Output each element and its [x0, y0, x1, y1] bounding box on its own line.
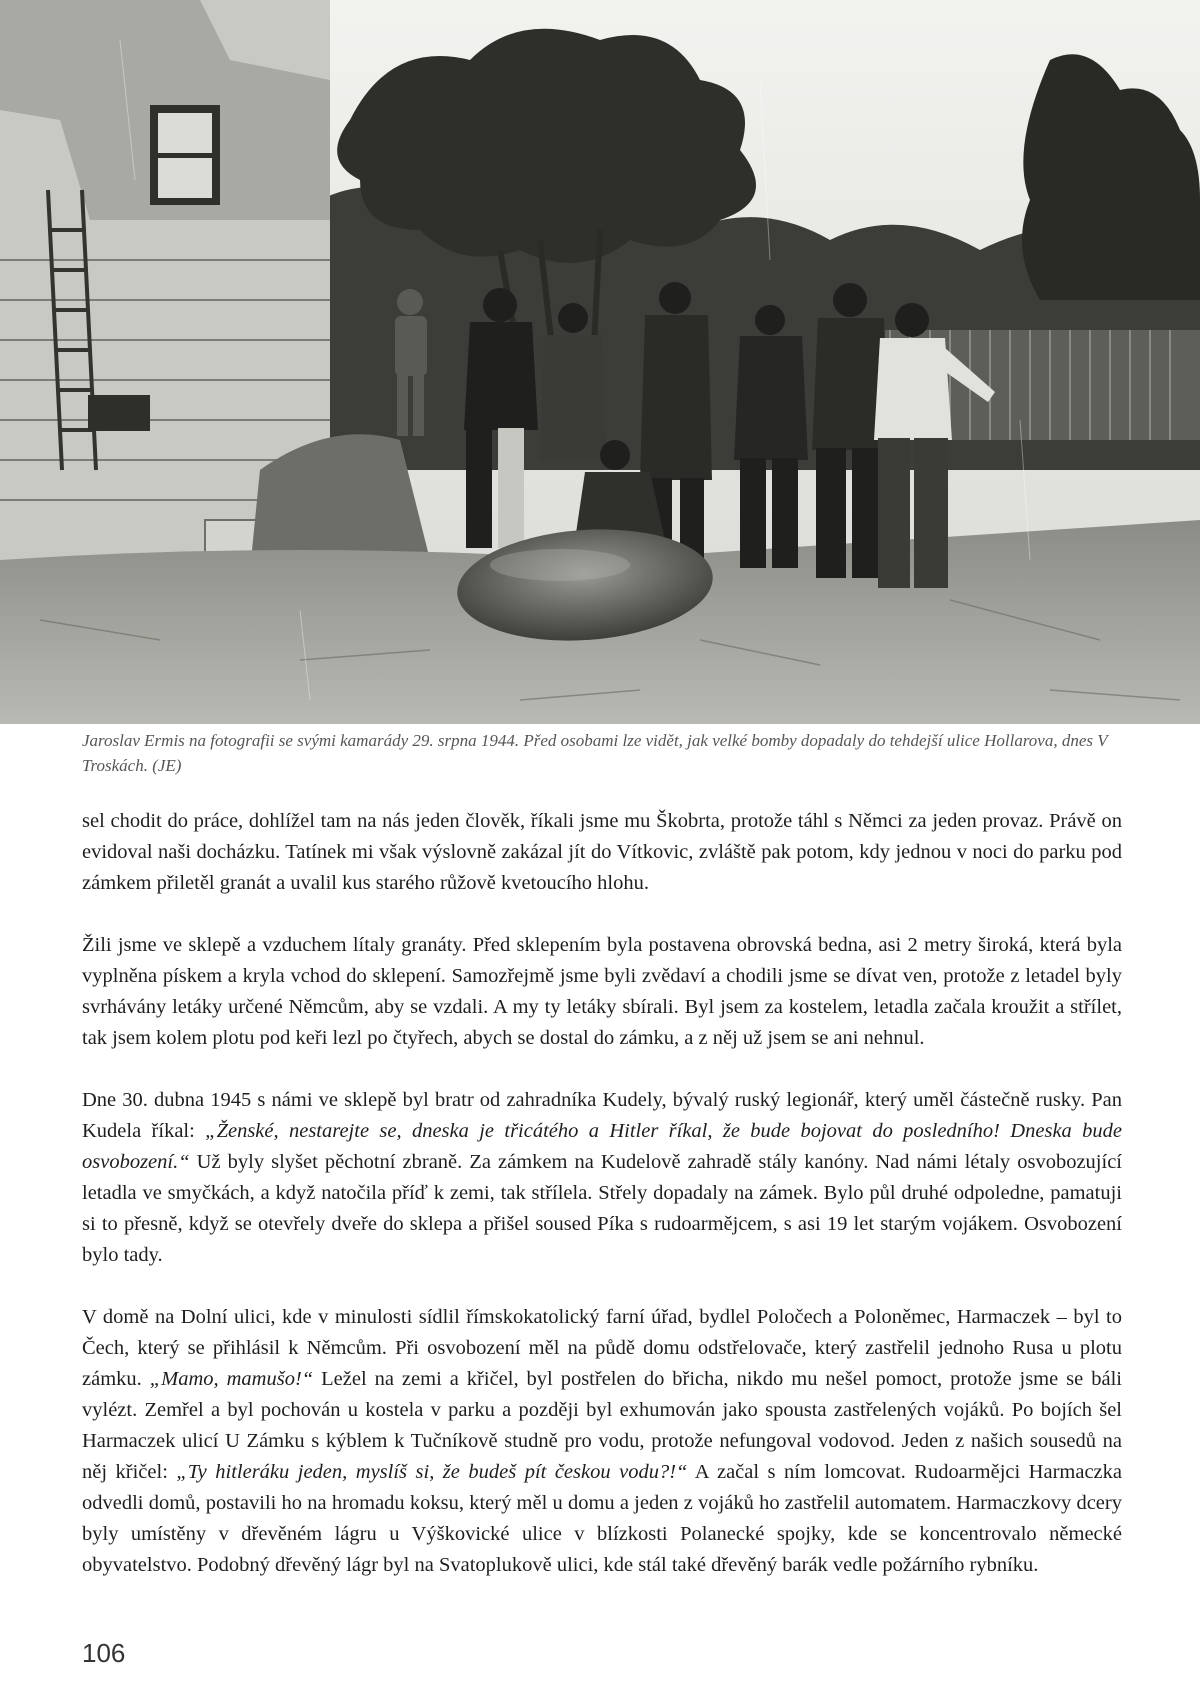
quoted-speech: „Mamo, mamušo!“ — [149, 1368, 314, 1390]
text-run: Žili jsme ve sklepě a vzduchem lítaly granáty. Před sklepením byla postavena obrovská bedna, asi 2 metry široká, která byla vyplněna pískem a kryla vchod do sklepení. Samozřejmě jsme byli zvědaví a chodili jsme se dívat ven, protože z letadel byly svrhávány letáky určené Němcům, aby se vzdali. A my ty letáky sbírali. Byl jsem za kostelem, letadla začala kroužit a střílet, tak jsem kolem plotu pod keři lezl po čtyřech, abych se dostal do zámku, a z něj už jsem se ani nehnul. — [82, 934, 1122, 1049]
photo-caption: Jaroslav Ermis na fotografii se svými kamarády 29. srpna 1944. Před osobami lze vidět, jak velké bomby dopadaly do tehdejší ulice Hollarova, dnes V Troskách. (JE) — [82, 731, 1108, 775]
historical-photo — [0, 0, 1200, 724]
text-run: Dne 30. dubna 1945 s námi ve sklepě byl bratr od zahradníka Kudely, bývalý ruský legionář, který uměl částečně rusky. Pan Kudela říkal: — [82, 1089, 1122, 1142]
paragraph — [82, 1085, 1122, 1271]
text-run: Už byly slyšet pěchotní zbraně. Za zámkem na Kudelově zahradě stály kanóny. Nad námi létaly osvobozující letadla ve smyčkách, a když natočila příď k zemi, tak střílela. Střely dopadaly na zámek. Bylo půl druhé odpoledne, pamatuji si to přesně, když se otevřely dveře do sklepa a přišel soused Píka s rudoarmějcem, s asi 19 let starým vojákem. Osvobození bylo tady. — [82, 1151, 1122, 1266]
text-run: sel chodit do práce, dohlížel tam na nás jeden člověk, říkali jsme mu Škobrta, protože táhl s Němci za jeden provaz. Právě on evidoval naši docházku. Tatínek mi však výslovně zakázal jít do Vítkovic, zvláště pak potom, kdy jednou v noci do parku pod zámkem přiletěl granát a uvalil kus starého růžově kvetoucího hlohu. — [82, 810, 1122, 894]
paragraph — [82, 930, 1122, 1054]
paragraph — [82, 1302, 1122, 1581]
quoted-speech: „Ty hitleráku jeden, myslíš si, že budeš pít českou vodu?!“ — [176, 1461, 688, 1483]
text-run: A začal s ním lomcovat. Rudoarmějci Harmaczka odvedli domů, postavili ho na hromadu koksu, který měl u domu a jeden z vojáků ho zastřelil automatem. Harmaczkovy dcery byly umístěny v dřevěném lágru u Výškovické ulice v blízkosti Polanecké spojky, kde se koncentrovalo německé obyvatelstvo. Podobný dřevěný lágr byl na Svatoplukově ulici, kde stál také dřevěný barák vedle požárního rybníku. — [82, 1461, 1122, 1576]
text-run: Ležel na zemi a křičel, byl postřelen do břicha, nikdo mu nešel pomoct, protože jsme se báli vylézt. Zemřel a byl pochován u kostela v parku a později byl exhumován jako spousta zastřelených vojáků. Po bojích šel Harmaczek ulicí U Zámku s kýblem k Tučníkově studně pro vodu, protože nefungoval vodovod. Jeden z našich sousedů na něj křičel: — [82, 1368, 1122, 1483]
quoted-speech: „Ženské, nestarejte se, dneska je třicátého a Hitler říkal, že bude bojovat do posledního! Dneska bude osvobození.“ — [82, 1120, 1122, 1173]
article-body — [82, 806, 1122, 1612]
text-run: V domě na Dolní ulici, kde v minulosti sídlil římskokatolický farní úřad, bydlel Poločech a Poloněmec, Harmaczek – byl to Čech, který se přihlásil k Němcům. Při osvobození měl na půdě domu odstřelovače, který zastřelil jednoho Rusa u plotu zámku. — [82, 1306, 1122, 1390]
page-number: 106 — [82, 1638, 126, 1668]
paragraph — [82, 806, 1122, 899]
